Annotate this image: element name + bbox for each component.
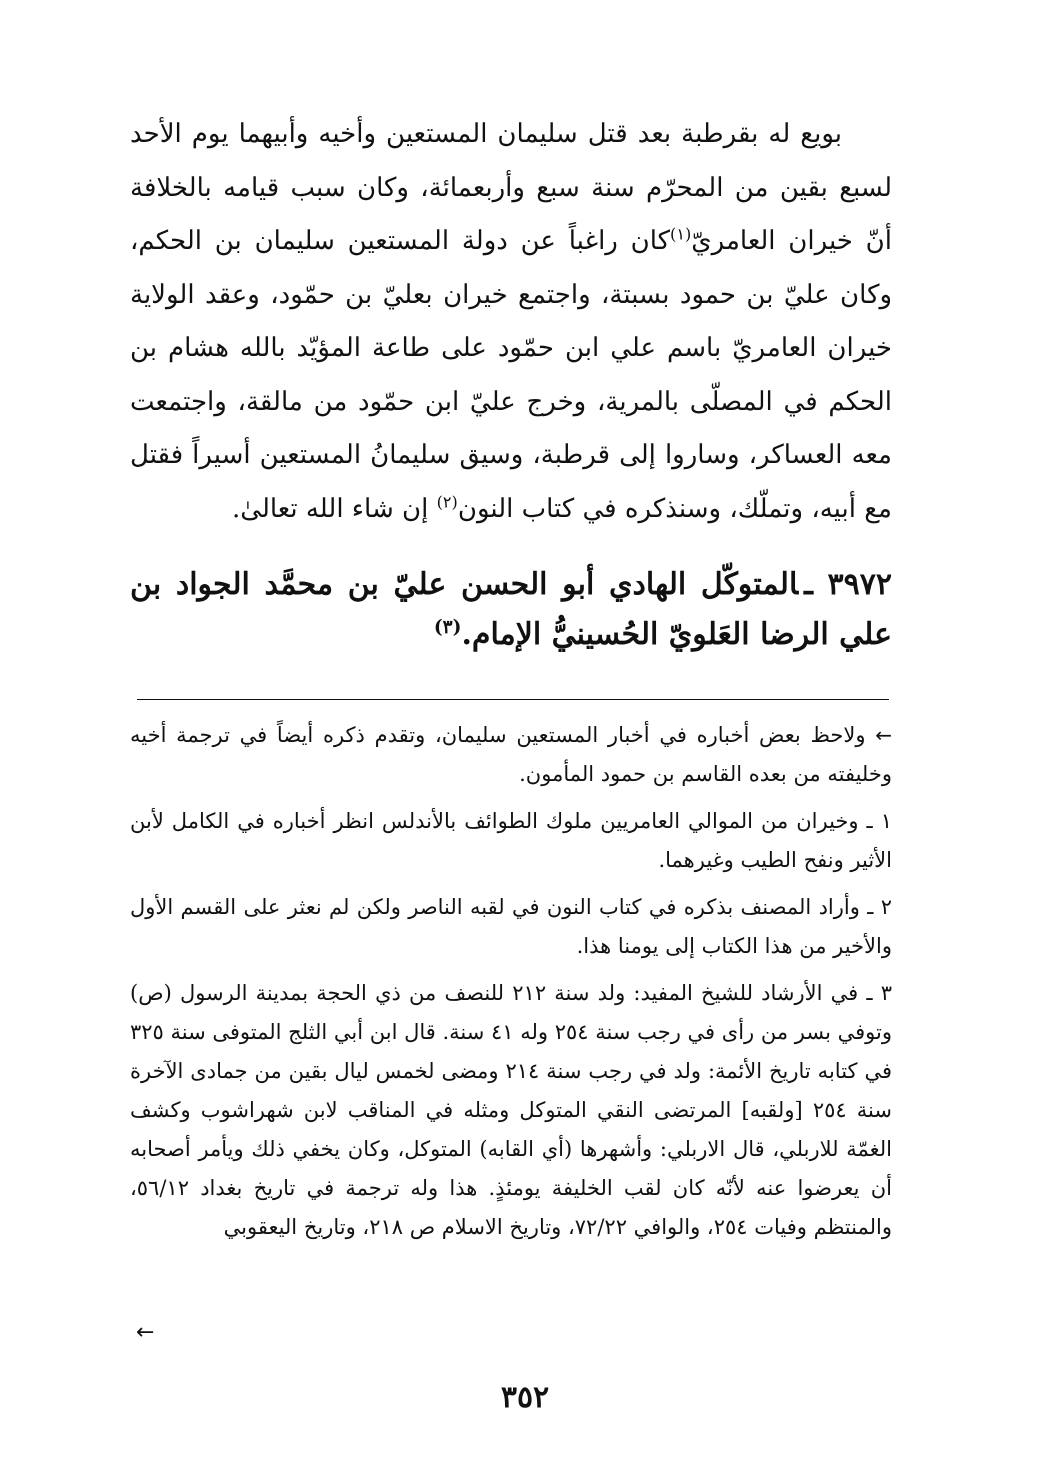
entry-title: المتوكّل الهادي أبو الحسن عليّ بن محمَّد الجواد بن علي الرضا العَلويّ الحُسينيُّ الإمام. [130,567,892,652]
next-page-arrow-icon: ← [136,1320,155,1345]
footnote-ref-2: (٢) [436,491,458,511]
entry-heading [130,560,892,660]
main-text-block [130,108,892,536]
main-paragraph-end: إن شاء الله تعالىٰ. [232,493,437,524]
footnote-ref-3: (٣) [433,617,462,638]
footnote-continued [130,716,892,794]
footnote-ref-1: (١) [670,224,692,244]
footnotes-block [130,716,892,1255]
main-paragraph-text: بويع له بقرطبة بعد قتل سليمان المستعين وأخيه وأبيهما يوم الأحد لسبع بقين من المحرّم سنة سبع وأربعمائة، وكان سبب قيامه بالخلافة أنّ خيران العامريّ [130,119,892,256]
page-number: ٣٥٢ [500,1380,550,1415]
continued-arrow-icon: ← [875,723,892,747]
footnote-1: ١ ـ وخيران من الموالي العامريين ملوك الطوائف بالأندلس انظر أخباره في الكامل لأبن الأثير ونفح الطيب وغيرهما. [130,809,892,872]
footnote-divider [137,699,889,700]
main-paragraph-continuation: كان راغباً عن دولة المستعين سليمان بن الحكم، وكان عليّ بن حمود بسبتة، واجتمع خيران بعليّ بن حمّود، وعقد الولاية خيران العامريّ باسم علي ابن حمّود على طاعة المؤيّد بالله هشام بن الحكم في المصلّى بالمرية، وخرج عليّ ابن حمّود من مالقة، واجتمعت معه العساكر، وساروا إلى قرطبة، وسيق سليمانُ المستعين أسيراً فقتل مع أبيه، وتملّك، وسنذكره في كتاب النون [130,226,892,524]
footnote-3: ٣ ـ في الأرشاد للشيخ المفيد: ولد سنة ٢١٢ للنصف من ذي الحجة بمدينة الرسول (ص) وتوفي بسر من رأى في رجب سنة ٢٥٤ وله ٤١ سنة. قال ابن أبي الثلج المتوفى سنة ٣٢٥ في كتابه تاريخ الأئمة: ولد في رجب سنة ٢١٤ ومضى لخمس ليال بقين من جمادى الآخرة سنة ٢٥٤ [ولقبه] المرتضى النقي المتوكل ومثله في المناقب لابن شهراشوب وكشف الغمّة للاربلي، قال الاربلي: وأشهرها (أي القابه) المتوكل، وكان يخفي ذلك ويأمر أصحابه أن يعرضوا عنه لأنّه كان لقب الخليفة يومئذٍ. هذا وله ترجمة في تاريخ بغداد ٥٦/١٢، والمنتظم وفيات ٢٥٤، والوافي ٧٢/٢٢، وتاريخ الاسلام ص ٢١٨، وتاريخ اليعقوبي [130,981,892,1239]
footnote-continued-text: ولاحظ بعض أخباره في أخبار المستعين سليمان، وتقدم ذكره أيضاً في ترجمة أخيه وخليفته من بعده القاسم بن حمود المأمون. [130,723,892,786]
footnote-2: ٢ ـ وأراد المصنف بذكره في كتاب النون في لقبه الناصر ولكن لم نعثر على القسم الأول والأخير من هذا الكتاب إلى يومنا هذا. [130,895,892,958]
entry-number: ٣٩٧٢ ـ [804,567,892,602]
main-paragraph [130,108,892,536]
